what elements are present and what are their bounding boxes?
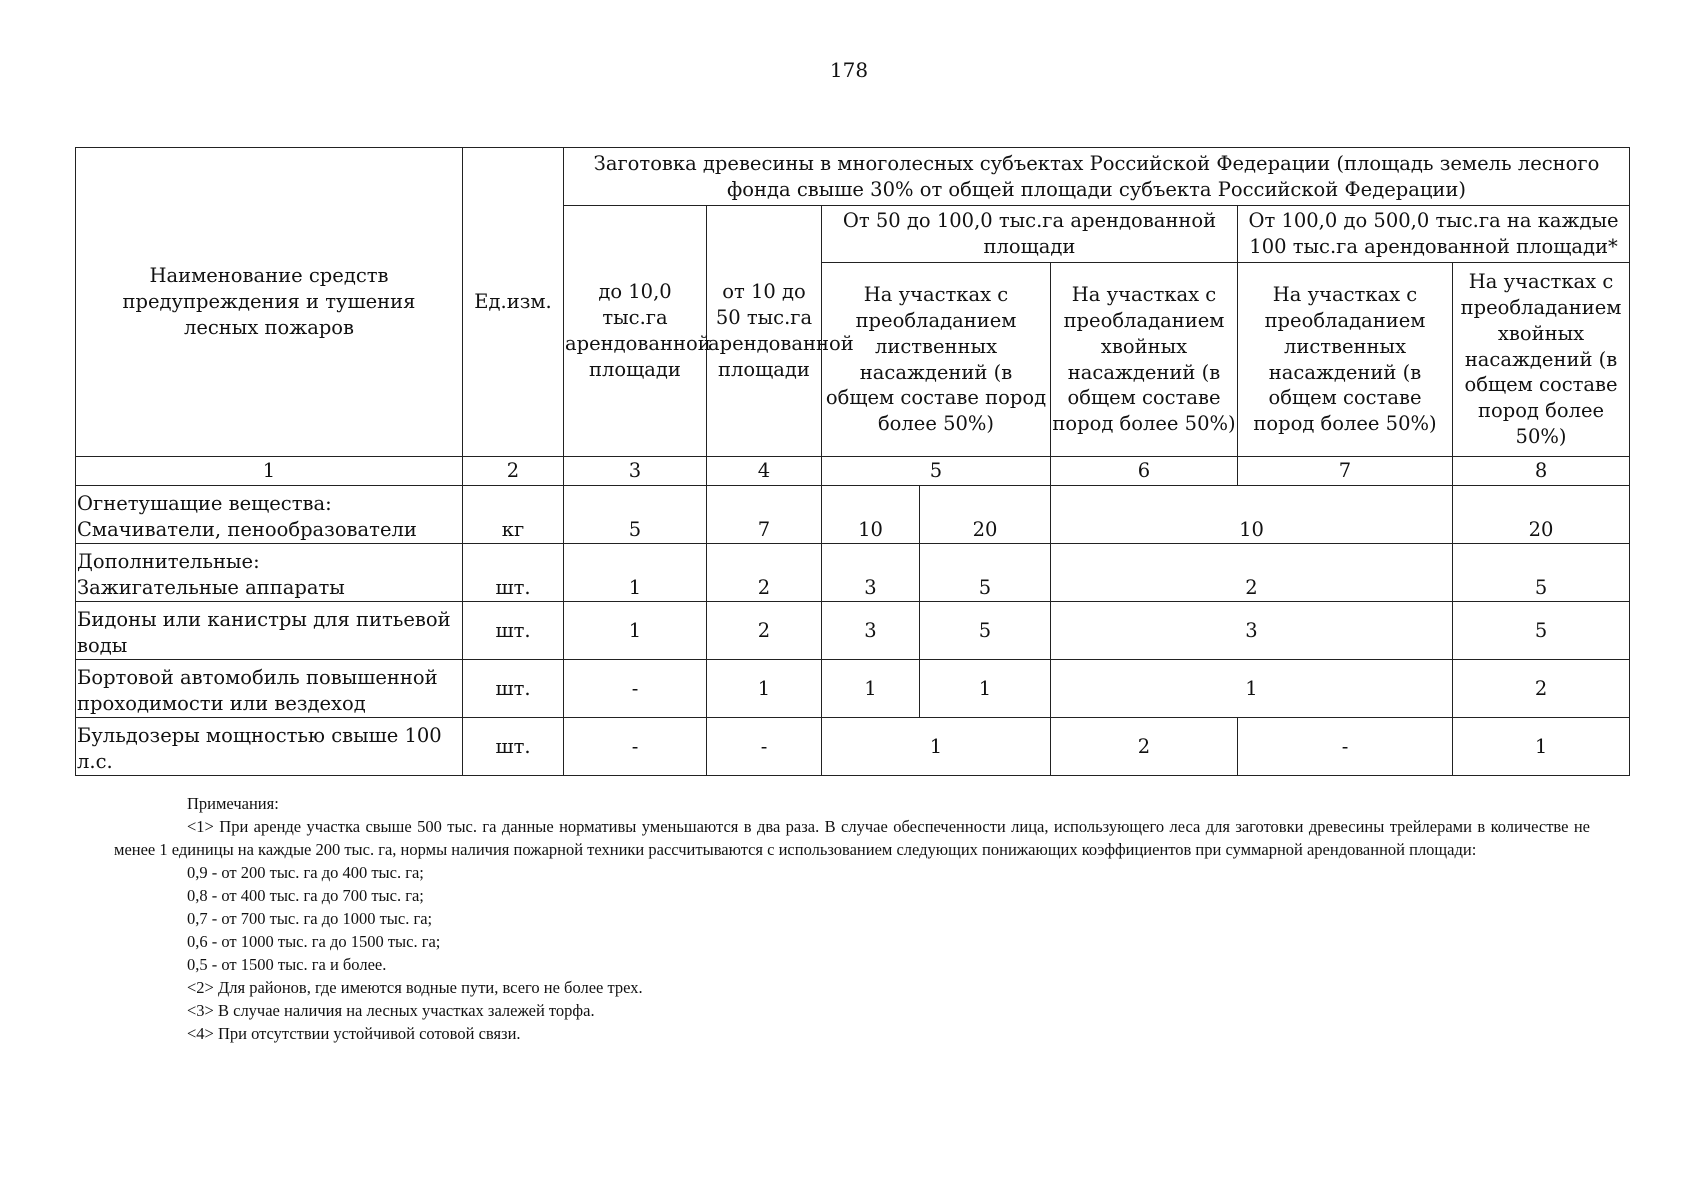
note-4: <4> При отсутствии устойчивой сотовой связи. [187,1024,521,1043]
cell-value: 5 [920,544,1051,602]
note-1: <1> При аренде участка свыше 500 тыс. га данные нормативы уменьшаются в два раза. В случае обеспеченности лица, использующего леса для заготовки древесины трейлерами в количестве не менее 1 единицы на каждые 200 тыс. га, нормы наличия пожарной техники рассчитываются с использованием следующих понижающих коэффициентов при суммарной арендованной площади: [114,817,1590,859]
header-col-7: На участках с преобладанием лиственных насаждений (в общем составе пород более 50%) [1238,263,1453,457]
coefficient-item: 0,6 - от 1000 тыс. га до 1500 тыс. га; [187,932,441,951]
column-number: 4 [707,457,822,486]
cell-value: 1 [920,660,1051,718]
cell-value: 2 [1051,544,1453,602]
cell-value: 1 [1453,718,1630,776]
cell-value: 3 [822,544,920,602]
header-col-4: от 10 до 50 тыс.га арендованной площади [707,206,822,457]
column-number: 3 [564,457,707,486]
cell-value: 1 [564,544,707,602]
row-unit: шт. [463,660,564,718]
coefficient-item: 0,8 - от 400 тыс. га до 700 тыс. га; [187,886,424,905]
cell-value: 5 [1453,544,1630,602]
row-name-line: Зажигательные аппараты [77,576,345,600]
column-number: 7 [1238,457,1453,486]
cell-value: - [1238,718,1453,776]
cell-value: - [564,718,707,776]
note-3: <3> В случае наличия на лесных участках залежей торфа. [187,1001,595,1020]
cell-value: 3 [822,602,920,660]
cell-value: 1 [1051,660,1453,718]
row-name [76,544,463,602]
cell-value: 1 [822,718,1051,776]
row-name-line: Дополнительные: [77,550,260,574]
cell-value: 1 [822,660,920,718]
page-number: 178 [829,58,869,82]
cell-value: 5 [920,602,1051,660]
table-row [76,718,1630,776]
row-name: Бидоны или канистры для питьевой воды [76,602,463,660]
cell-value: 20 [1453,486,1630,544]
row-name-line: Смачиватели, пенообразователи [77,518,417,542]
cell-value: - [564,660,707,718]
notes-title: Примечания: [187,794,279,813]
cell-value: 2 [707,602,822,660]
cell-value: 1 [707,660,822,718]
cell-value: 1 [564,602,707,660]
column-number: 2 [463,457,564,486]
cell-value: 5 [1453,602,1630,660]
cell-value: 7 [707,486,822,544]
note-2: <2> Для районов, где имеются водные пути, всего не более трех. [187,978,643,997]
cell-value: 2 [1453,660,1630,718]
cell-value: - [707,718,822,776]
header-name-column: Наименование средств предупреждения и тушения лесных пожаров [76,148,463,457]
cell-value: 10 [822,486,920,544]
fire-equipment-table [75,147,1630,776]
table-row [76,486,1630,544]
row-name [76,486,463,544]
cell-value: 2 [1051,718,1238,776]
cell-value: 10 [1051,486,1453,544]
coefficient-item: 0,5 - от 1500 тыс. га и более. [187,955,387,974]
cell-value: 5 [564,486,707,544]
column-number: 1 [76,457,463,486]
header-col-6: На участках с преобладанием хвойных насаждений (в общем составе пород более 50%) [1051,263,1238,457]
row-unit: кг [463,486,564,544]
header-unit-column: Ед.изм. [463,148,564,457]
row-unit: шт. [463,718,564,776]
coefficient-item: 0,9 - от 200 тыс. га до 400 тыс. га; [187,863,424,882]
column-number-row [76,457,1630,486]
header-col-8: На участках с преобладанием хвойных насаждений (в общем составе пород более 50%) [1453,263,1630,457]
row-unit: шт. [463,544,564,602]
cell-value: 20 [920,486,1051,544]
table-row [76,660,1630,718]
table-row [76,544,1630,602]
column-number: 8 [1453,457,1630,486]
header-col-3: до 10,0 тыс.га арендованной площади [564,206,707,457]
row-name-line: Огнетушащие вещества: [77,492,332,516]
header-subgroup-b: От 100,0 до 500,0 тыс.га на каждые 100 тыс.га арендованной площади* [1238,206,1630,263]
cell-value: 3 [1051,602,1453,660]
coefficient-item: 0,7 - от 700 тыс. га до 1000 тыс. га; [187,909,433,928]
notes-section [114,792,1590,1045]
cell-value: 2 [707,544,822,602]
header-group-title: Заготовка древесины в многолесных субъектах Российской Федерации (площадь земель лесного фонда свыше 30% от общей площади субъекта Российской Федерации) [564,148,1630,206]
column-number: 6 [1051,457,1238,486]
row-name: Бульдозеры мощностью свыше 100 л.с. [76,718,463,776]
row-name: Бортовой автомобиль повышенной проходимости или вездеход [76,660,463,718]
table-row [76,602,1630,660]
header-row-1 [76,148,1630,206]
header-subgroup-a: От 50 до 100,0 тыс.га арендованной площади [822,206,1238,263]
header-col-5: На участках с преобладанием лиственных насаждений (в общем составе пород более 50%) [822,263,1051,457]
row-unit: шт. [463,602,564,660]
column-number: 5 [822,457,1051,486]
